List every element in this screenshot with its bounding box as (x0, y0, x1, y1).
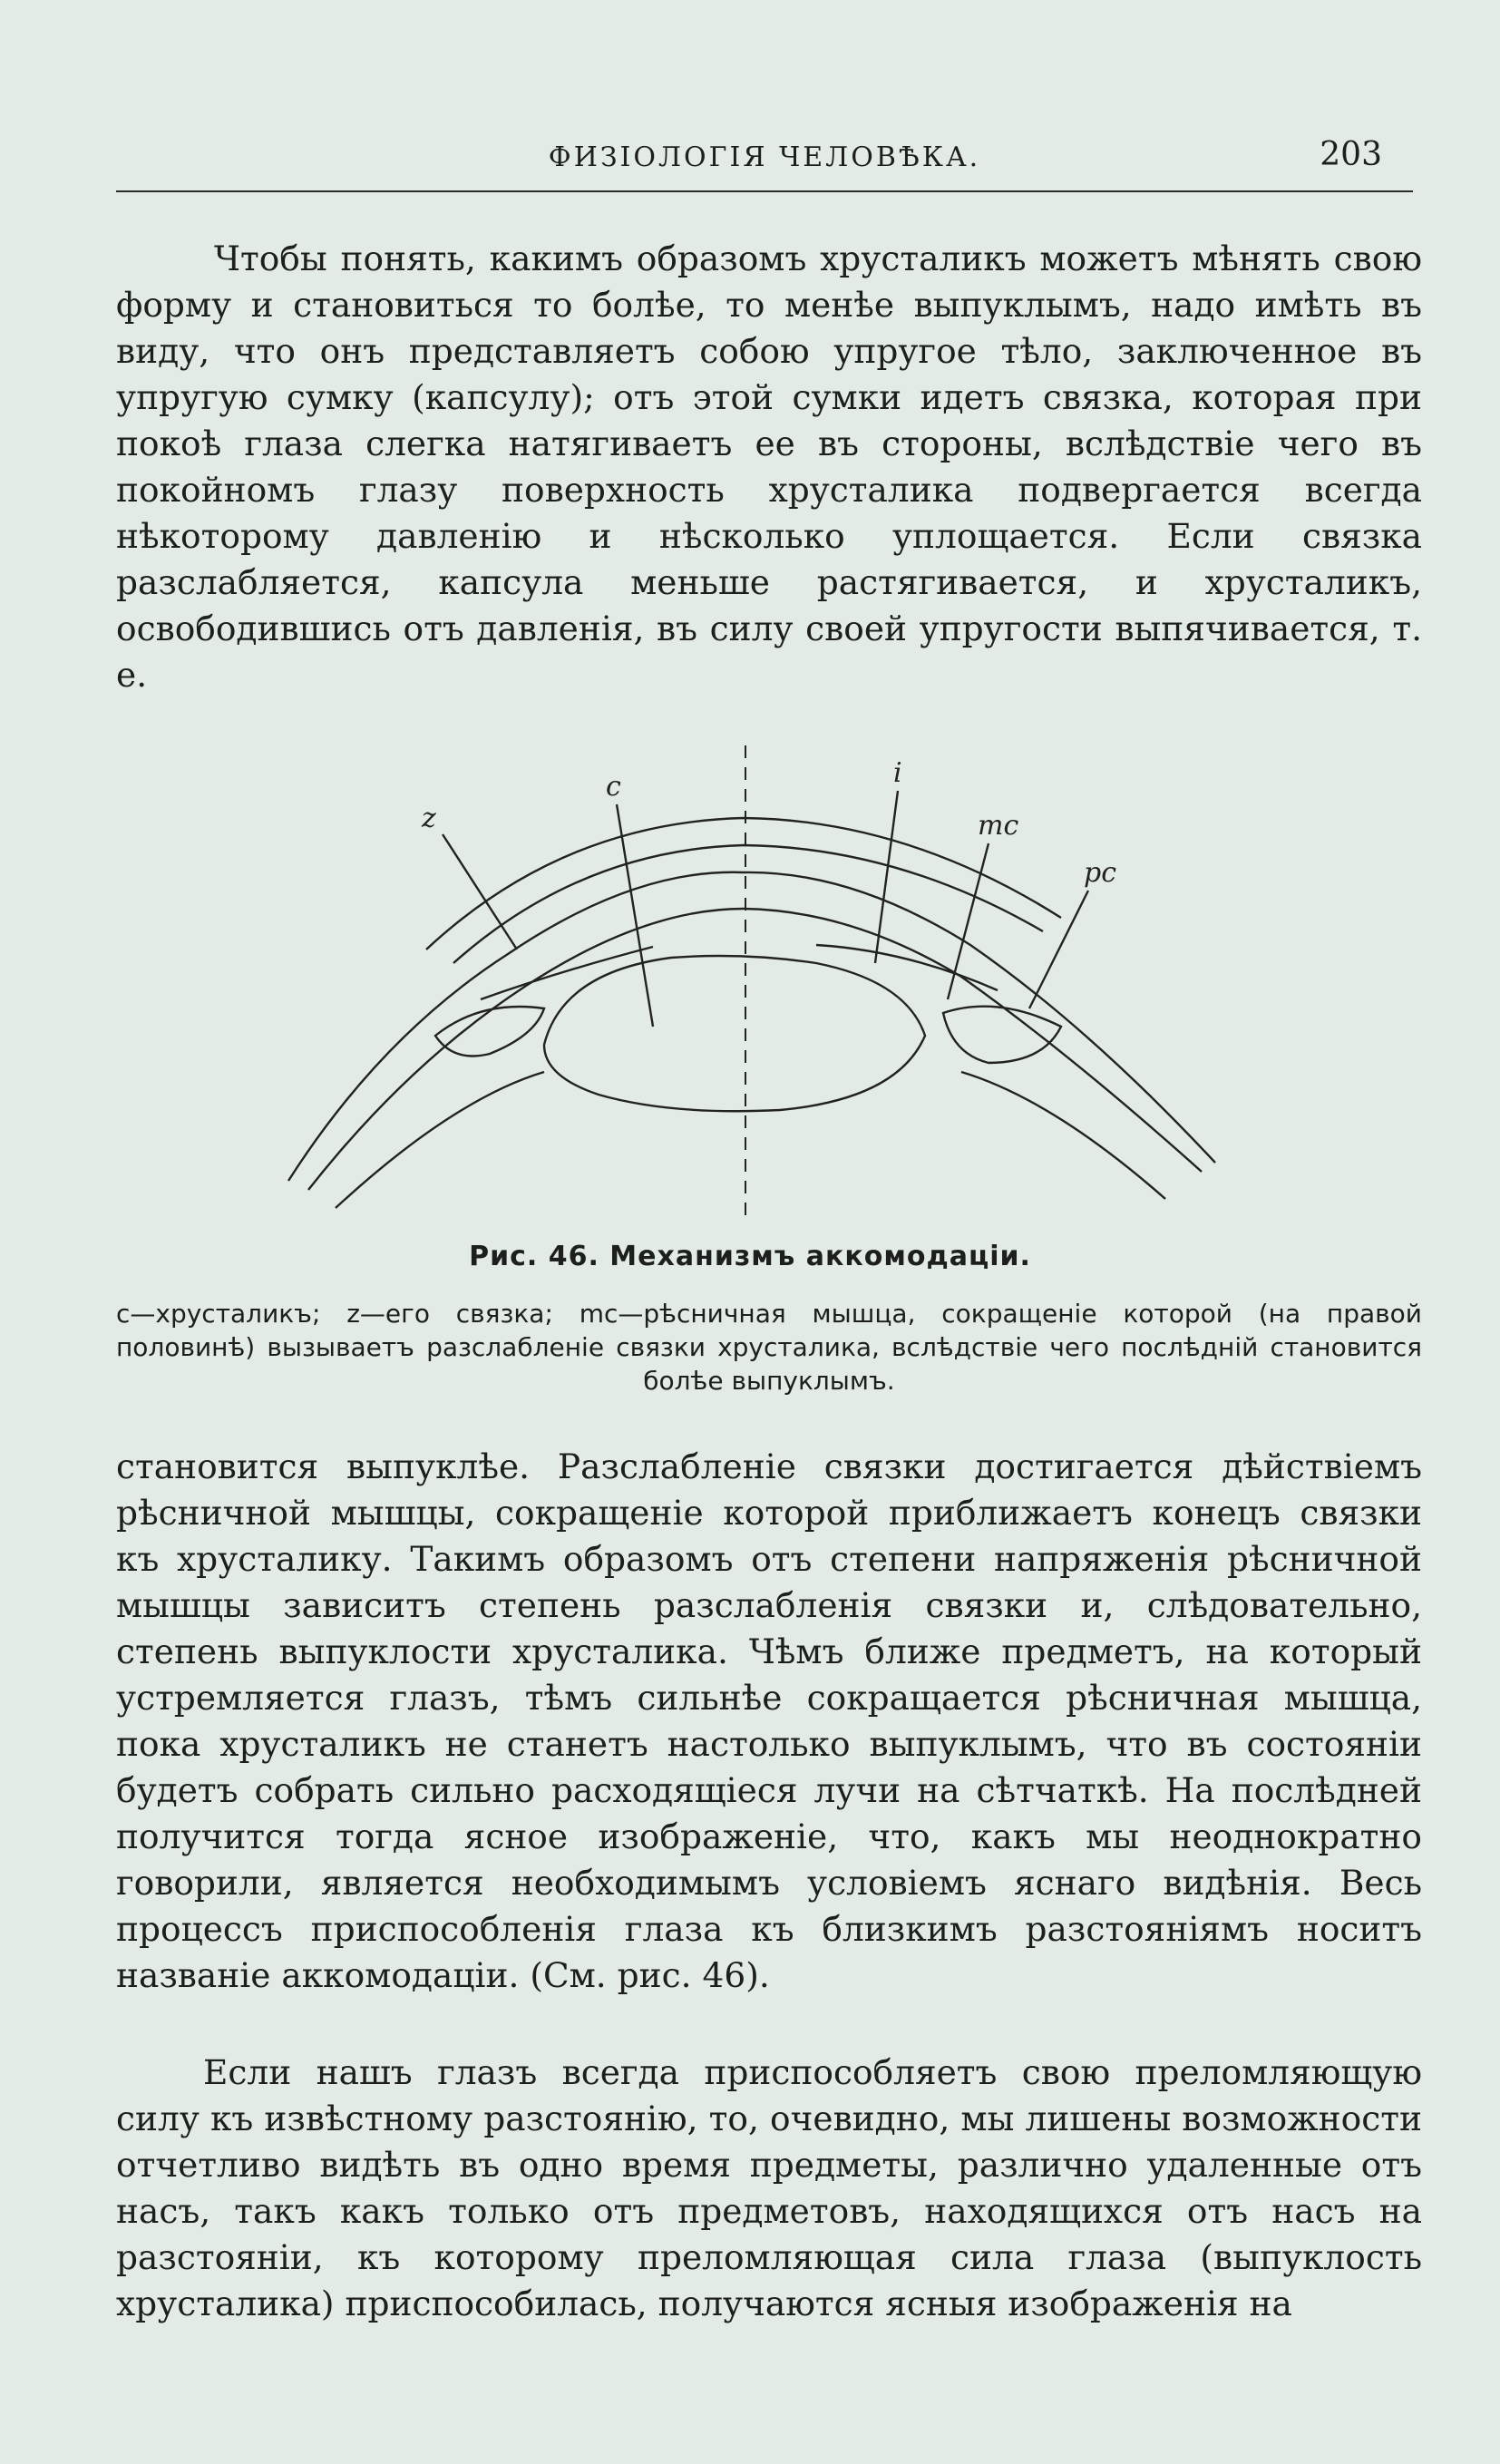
figure-caption-title: Рис. 46. Механизмъ аккомодаціи. (469, 1241, 1031, 1272)
label-c: c (606, 771, 621, 803)
running-title: ФИЗІОЛОГІЯ ЧЕЛОВѢКА. (548, 141, 981, 173)
ciliary-right (943, 1007, 1061, 1063)
paragraph-1: Чтобы понять, какимъ образомъ хрусталикъ можетъ мѣнять свою форму и становиться то болѣе, то менѣе выпуклымъ, надо имѣть въ виду, что онъ представляетъ собою упругое тѣло, заключенное въ упругую сумку (капсулу); отъ этой сумки идетъ связка, которая при покоѣ глаза слегка натягиваетъ ее въ стороны, вслѣдствіе чего въ покойномъ глазу поверхность хрусталика подвергается всегда нѣкоторому давленію и нѣсколько уплощается. Если связка разслабляется, капсула меньше растягивается, и хрусталикъ, освободившись отъ давленія, въ силу своей упругости выпячивается, т. е. (116, 239, 1422, 695)
ciliary-left (435, 1007, 544, 1057)
lens (544, 956, 925, 1111)
paragraph-3: Если нашъ глазъ всегда приспособляетъ свою преломляющую силу къ извѣстному разстоянію, то, очевидно, мы лишены возможности отчетливо видѣть въ одно время предметы, различно удаленные отъ насъ, такъ какъ только отъ предметовъ, находящихся отъ насъ на разстояніи, къ которому преломляющая сила глаза (выпуклость хрусталика) приспособилась, получаются ясныя изображенія на (116, 2052, 1422, 2323)
outer-contour (288, 872, 1215, 1181)
eye-accommodation-figure (272, 736, 1233, 1226)
label-z: z (422, 803, 436, 834)
page-header (116, 136, 1413, 192)
label-i: i (893, 757, 902, 789)
figure-caption-text: с—хрусталикъ; z—его связка; mc—рѣсничная мышца, сокращеніе которой (на правой половинѣ) вызываетъ разслабленіе связки хрусталика, вслѣдствіе чего послѣдній становится болѣе выпуклымъ. (116, 1299, 1422, 1396)
label-pc: pc (1084, 857, 1117, 889)
label-mc: mc (978, 810, 1019, 842)
paragraph-2: становится выпуклѣе. Разслабленіе связки достигается дѣйствіемъ рѣсничной мышцы, сокращеніе которой приближаетъ конецъ связки къ хрусталику. Такимъ образомъ отъ степени напряженія рѣсничной мышцы зависитъ степень разслабленія связки и, слѣдовательно, степень выпуклости хрусталика. Чѣмъ ближе предметъ, на который устремляется глазъ, тѣмъ сильнѣе сокращается рѣсничная мышца, пока хрусталикъ не станетъ настолько выпуклымъ, что въ состояніи будетъ собрать сильно расходящіеся лучи на сѣтчаткѣ. На послѣдней получится тогда ясное изображеніе, что, какъ мы неоднократно говорили, является необходимымъ условіемъ яснаго видѣнія. Весь процессъ приспособленія глаза къ близкимъ разстояніямъ носитъ названіе аккомодаціи. (См. рис. 46). (116, 1446, 1422, 1995)
inner-contour (308, 909, 1202, 1190)
page-number: 203 (1320, 136, 1382, 173)
